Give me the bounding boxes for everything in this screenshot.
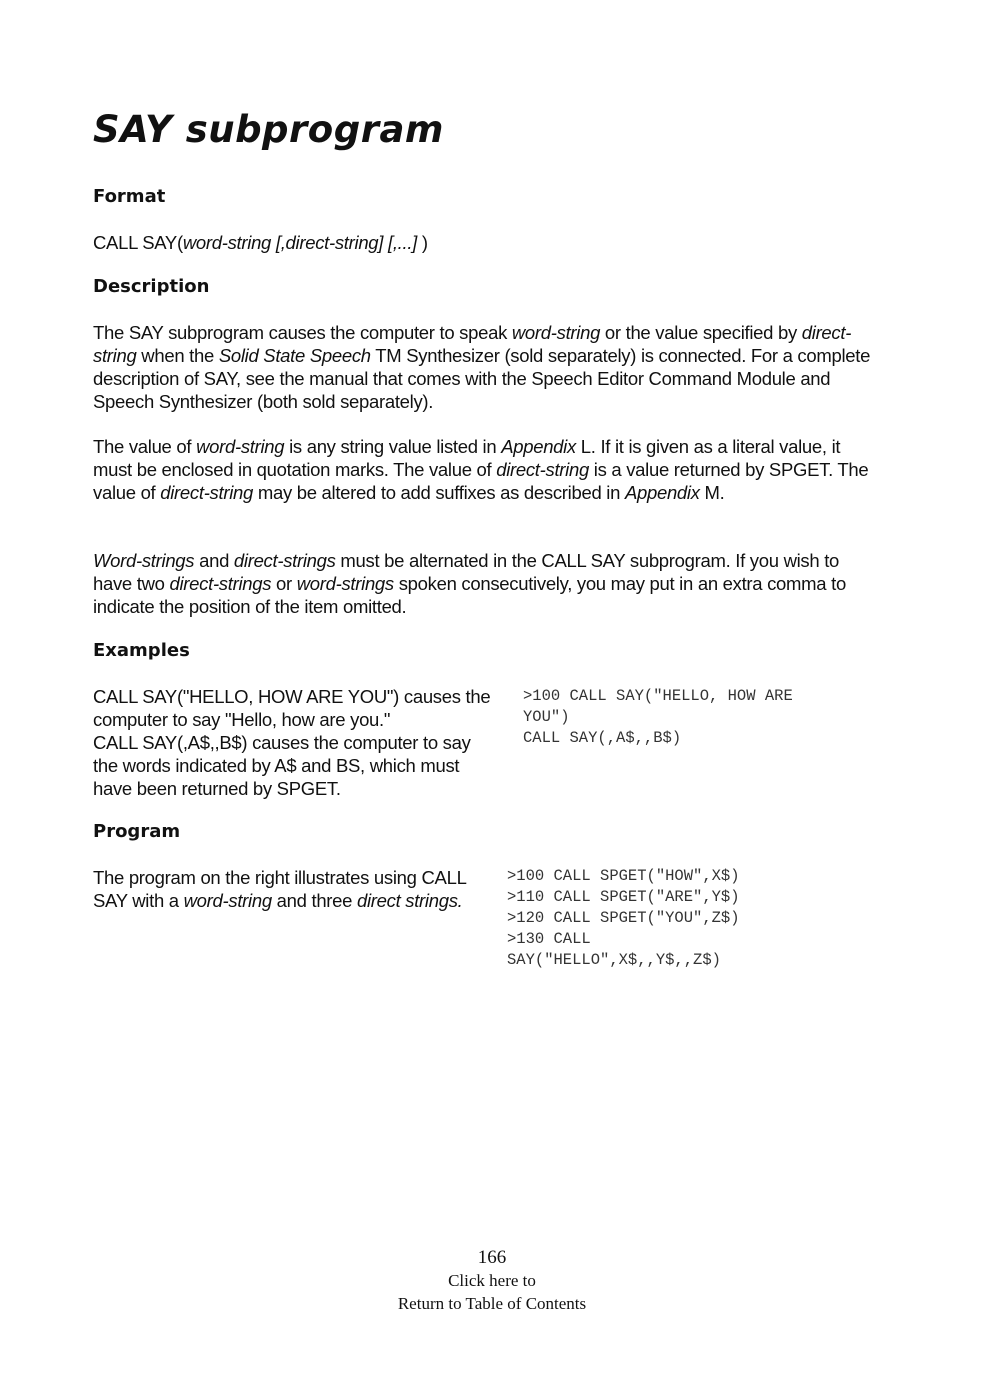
description-paragraph-2 xyxy=(93,435,878,504)
text-run: may be altered to add suffixes as described in xyxy=(253,482,625,503)
format-heading: Format xyxy=(93,186,166,207)
examples-line: CALL SAY(,A$,,B$) causes the computer to say xyxy=(93,732,471,753)
italic-term: direct-string xyxy=(160,482,253,503)
text-run: M. xyxy=(699,482,725,503)
text-run: TM Synthesizer (sold separately) is connected. For a complete description of SAY, see the manual that comes with the Speech Editor Command Module and Speech Synthesizer (both sold separately). xyxy=(93,345,871,412)
italic-term: direct-string xyxy=(496,459,589,480)
syntax-args: word-string [,direct-string] [,...] xyxy=(182,232,418,253)
link-line[interactable]: Return to Table of Contents xyxy=(397,1294,587,1313)
text-run: is any string value listed in xyxy=(284,436,502,457)
examples-line: computer to say "Hello, how are you." xyxy=(93,709,391,730)
program-text xyxy=(93,866,488,912)
text-run: The value of xyxy=(93,436,197,457)
program-code: >100 CALL SPGET("HOW",X$) >110 CALL SPGET("ARE",Y$) >120 CALL SPGET("YOU",Z$) >130 CALL SAY("HELLO",X$,,Y$,,Z$) xyxy=(507,867,740,969)
examples-text xyxy=(93,685,513,800)
text-run: when the xyxy=(136,345,219,366)
italic-term: direct-strings xyxy=(169,573,272,594)
text-run: spoken consecutively, you may put in an extra comma to indicate the position of the item omitted. xyxy=(93,573,846,617)
italic-term: word-string xyxy=(511,322,601,343)
italic-term: word-string xyxy=(196,436,285,457)
italic-term: word-strings xyxy=(296,573,394,594)
examples-line: have been returned by SPGET. xyxy=(93,778,341,799)
description-heading: Description xyxy=(93,276,210,297)
program-heading: Program xyxy=(93,821,181,842)
page-title: SAY subprogram xyxy=(93,108,444,151)
link-line[interactable]: Click here to xyxy=(448,1271,536,1290)
description-paragraph-1 xyxy=(93,321,873,413)
examples-heading: Examples xyxy=(93,640,190,661)
italic-term: direct strings. xyxy=(356,890,463,911)
text-run: must be alternated in the CALL SAY subprogram. If you wish to have two xyxy=(93,550,840,594)
text-run: or the value specified by xyxy=(600,322,802,343)
italic-term: word-string xyxy=(183,890,272,911)
syntax-prefix: CALL SAY( xyxy=(93,232,183,253)
text-run: is a value returned by SPGET. The value of xyxy=(93,459,869,503)
italic-term: Appendix xyxy=(501,436,576,457)
italic-term: Word-strings xyxy=(93,550,195,571)
text-run: L. If it is given as a literal value, it must be enclosed in quotation marks. The value of xyxy=(93,436,841,480)
examples-line: the words indicated by A$ and BS, which must xyxy=(93,755,460,776)
italic-term: Appendix xyxy=(624,482,700,503)
italic-term: direct-strings xyxy=(233,550,336,571)
page-number: 166 xyxy=(477,1247,507,1268)
italic-term: Solid State Speech xyxy=(218,345,371,366)
text-run: or xyxy=(271,573,297,594)
text-run: The SAY subprogram causes the computer to speak xyxy=(93,322,512,343)
description-paragraph-3 xyxy=(93,549,873,618)
format-syntax xyxy=(93,231,428,254)
return-to-toc-link[interactable] xyxy=(0,1269,984,1315)
text-run: The program on the right illustrates using CALL SAY with a xyxy=(93,867,466,911)
syntax-suffix: ) xyxy=(417,232,428,253)
page-footer xyxy=(0,1247,984,1315)
document-page xyxy=(93,0,883,1400)
text-run: and xyxy=(194,550,234,571)
italic-term: direct-string xyxy=(93,322,852,366)
text-run: and three xyxy=(271,890,357,911)
examples-code: >100 CALL SAY("HELLO, HOW ARE YOU") CALL SAY(,A$,,B$) xyxy=(523,687,793,747)
examples-line: CALL SAY("HELLO, HOW ARE YOU") causes the xyxy=(93,686,491,707)
